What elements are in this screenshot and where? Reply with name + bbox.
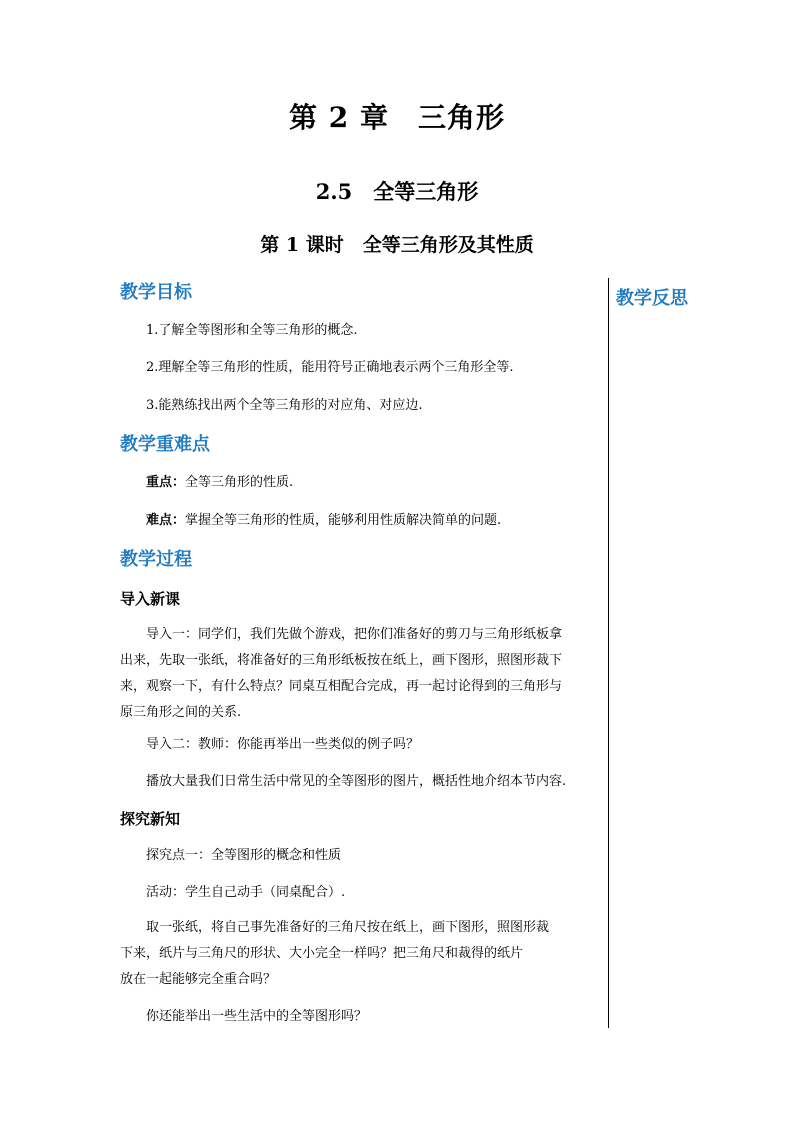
difficulty-line: [120, 508, 626, 534]
objective-item: 2.理解全等三角形的性质，能用符号正确地表示两个三角形全等.: [146, 360, 514, 375]
key-points-heading: 教学重难点: [120, 434, 210, 455]
text-line: 导入一：同学们，我们先做个游戏，把你们准备好的剪刀与三角形纸板拿: [146, 627, 563, 642]
text-line: 出来，先取一张纸，将准备好的三角形纸板按在纸上，画下图形，照图形裁下: [120, 653, 563, 668]
difficulty-label: 难点：: [146, 513, 186, 528]
focus-text: 全等三角形的性质.: [185, 475, 294, 490]
text-line: 来，观察一下，有什么特点？同桌互相配合完成，再一起讨论得到的三角形与: [120, 679, 563, 694]
section-title: 2.5 全等三角形: [315, 179, 479, 204]
text-line: 下来，纸片与三角尺的形状、大小完全一样吗？把三角尺和裁得的纸片: [120, 946, 524, 961]
text-line: 放在一起能够完全重合吗？: [120, 972, 277, 987]
explore-heading: 探究新知: [120, 810, 181, 828]
reflection-heading: 教学反思: [616, 288, 688, 309]
text-line: 原三角形之间的关系.: [120, 705, 242, 720]
explore-paragraph-4: 你还能举出一些生活中的全等图形吗？: [146, 1009, 368, 1024]
column-divider: [608, 278, 609, 1028]
objectives-heading: 教学目标: [120, 282, 192, 303]
objective-item: 3.能熟练找出两个全等三角形的对应角、对应边.: [146, 398, 423, 413]
intro-paragraph-2: 导入二：教师：你能再举出一些类似的例子吗？: [146, 737, 420, 752]
lesson-title: 第 1 课时 全等三角形及其性质: [260, 234, 534, 256]
objective-item: 1.了解全等图形和全等三角形的概念.: [146, 323, 358, 338]
explore-paragraph-1: 探究点一：全等图形的概念和性质: [146, 848, 342, 863]
intro-paragraph-3: 播放大量我们日常生活中常见的全等图形的图片，概括性地介绍本节内容.: [146, 774, 567, 789]
text-line: 取一张纸，将自己事先准备好的三角尺按在纸上，画下图形，照图形裁: [146, 920, 550, 935]
process-heading: 教学过程: [120, 549, 192, 570]
focus-line: [120, 470, 626, 496]
difficulty-text: 掌握全等三角形的性质，能够利用性质解决简单的问题.: [185, 513, 502, 528]
intro-heading: 导入新课: [120, 590, 181, 608]
intro-paragraph-1: [120, 622, 600, 726]
chapter-title: 第 2 章 三角形: [289, 101, 505, 134]
explore-paragraph-3: [120, 915, 600, 993]
explore-paragraph-2: 活动：学生自己动手（同桌配合）.: [146, 885, 346, 900]
focus-label: 重点：: [146, 475, 186, 490]
